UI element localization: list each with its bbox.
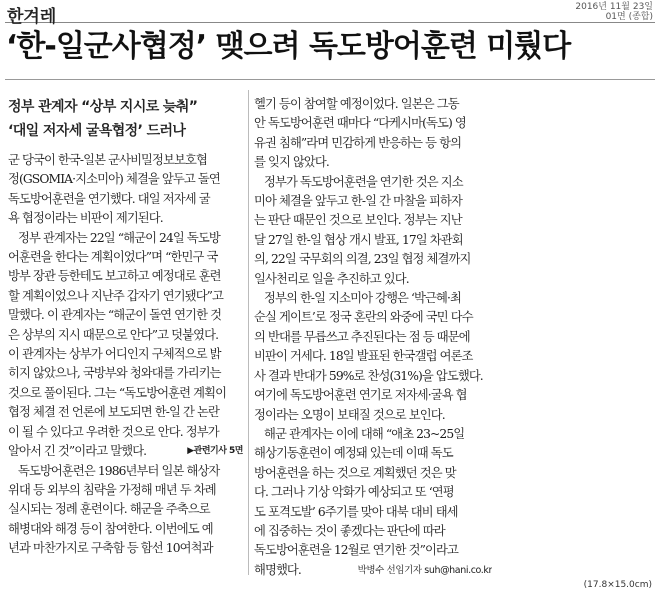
article-line-text: 이 될 수 있다고 우려한 것으로 안다. 정부가 <box>8 424 219 439</box>
article-line-text: 해병대와 해경 등이 참여한다. 이번에도 예 <box>8 521 213 536</box>
article-line <box>254 406 492 425</box>
article-line-text: 위대 등 외부의 침략을 가정해 매년 두 차례 <box>8 482 216 497</box>
article-column-1 <box>8 151 243 559</box>
article-line <box>8 209 243 228</box>
article-column-2 <box>254 95 492 580</box>
article-line <box>254 347 492 366</box>
article-line <box>254 464 492 483</box>
article-line <box>254 289 492 308</box>
related-article-ref: ▶관련기사 5면 <box>187 446 243 457</box>
article-line-text: 독도방어훈련을 연기했다. 대일 저자세 굴 <box>8 191 210 206</box>
headline-rule <box>5 79 655 80</box>
article-line-text: 사 결과 반대가 59%로 찬성(31%)을 압도했다. <box>254 368 483 383</box>
article-line <box>254 153 492 172</box>
article-line-text: 미아 체결을 앞두고 한-일 간 마찰을 피하자 <box>254 194 462 209</box>
article-line <box>8 403 243 422</box>
reporter-byline: 박병수 선임기자 suh@hani.co.kr <box>357 564 492 576</box>
article-line <box>8 345 243 364</box>
article-line-text: 정이라는 오명이 보태질 것으로 보인다. <box>254 407 445 422</box>
article-line <box>254 211 492 230</box>
article-line-text: 정(GSOMIA·지소미아) 체결을 앞두고 돌연 <box>8 172 220 187</box>
article-line-text: 정부 관계자는 22일 “해군이 24일 독도방 <box>18 230 220 245</box>
article-line <box>8 423 243 442</box>
article-line-text: 비판이 거세다. 18일 발표된 한국갤럽 여론조 <box>254 349 473 364</box>
headline: ‘한-일군사협정’ 맺으려 독도방어훈련 미뤘다 <box>6 29 571 64</box>
column-divider <box>248 90 249 575</box>
article-line <box>8 267 243 286</box>
article-line <box>8 539 243 558</box>
article-line-text: 다. 그러나 기상 악화가 예상되고 또 ‘연평 <box>254 485 454 500</box>
article-line <box>254 173 492 192</box>
article-line <box>8 190 243 209</box>
article-line-text: 할 계획이었으나 지난주 갑자기 연기됐다”고 <box>8 288 224 303</box>
article-line-text: 년과 마찬가지로 구축함 등 함선 10여척과 <box>8 541 213 556</box>
subheadline-line: ‘대일 저자세 굴욕협정’ 드러나 <box>8 123 186 139</box>
article-line <box>254 328 492 347</box>
article-line <box>254 522 492 541</box>
article-line <box>254 270 492 289</box>
article-line-text: 헬기 등이 참여할 예정이었다. 일본은 그동 <box>254 97 459 111</box>
article-line <box>8 500 243 519</box>
article-line <box>254 541 492 560</box>
article-line-text: 에 집중하는 것이 좋겠다는 판단에 따라 <box>254 523 445 538</box>
article-line-text: 은 상부의 지시 때문으로 안다”고 덧붙였다. <box>8 327 219 342</box>
article-line <box>254 367 492 386</box>
article-line <box>254 386 492 405</box>
article-line <box>254 134 492 153</box>
article-line <box>254 561 492 580</box>
article-line <box>8 462 243 481</box>
masthead <box>5 2 655 27</box>
article-line <box>8 481 243 500</box>
article-line-text: 여기에 독도방어훈련 연기로 저자세·굴욕 협 <box>254 388 467 403</box>
subheadline-line: 정부 관계자 “상부 지시로 늦춰” <box>8 99 198 115</box>
article-line-text: 알아서 긴 것”이라고 말했다. <box>8 444 147 459</box>
article-line <box>254 95 492 114</box>
article-line <box>8 170 243 189</box>
page-section: 01면 (종합) <box>605 12 653 22</box>
article-line <box>254 231 492 250</box>
article-line-text: 해명했다. <box>254 562 301 577</box>
article-line <box>8 364 243 383</box>
article-line <box>8 151 243 170</box>
article-line <box>254 483 492 502</box>
publication-info <box>575 2 653 22</box>
article-line-text: 협정 체결 전 언론에 보도되면 한-일 간 논란 <box>8 405 219 420</box>
article-line <box>8 306 243 325</box>
article-line <box>8 384 243 403</box>
article-line <box>254 308 492 327</box>
article-line-text: 정부의 한-일 지소미아 강행은 ‘박근혜·최 <box>264 291 461 306</box>
article-line-text: 달 27일 한-일 협상 개시 발표, 17일 차관회 <box>254 232 463 247</box>
article-line-text: 해상기동훈련이 예정돼 있는데 이때 독도 <box>254 446 453 461</box>
article-line-text: 일사천리로 일을 추진하고 있다. <box>254 271 409 286</box>
article-line-text: 순실 게이트’로 정국 혼란의 와중에 국민 다수 <box>254 310 473 325</box>
article-line-text: 군 당국이 한국-일본 군사비밀정보보호협 <box>8 153 207 167</box>
article-line-text: 욕 협정이라는 비판이 제기된다. <box>8 211 163 226</box>
article-line <box>8 229 243 248</box>
publication-date: 2016년 11월 23일 <box>575 2 653 12</box>
article-line-text: 방어훈련을 하는 것으로 계획했던 것은 맞 <box>254 465 456 480</box>
article-line <box>254 114 492 133</box>
article-line <box>8 248 243 267</box>
newspaper-logo: 한겨레 <box>7 7 57 27</box>
article-line-text: 정부가 독도방어훈련을 연기한 것은 지소 <box>264 174 463 189</box>
article-line <box>8 326 243 345</box>
article-line-text: 말했다. 이 관계자는 “해군이 돌연 연기한 것 <box>8 308 222 323</box>
article-line-text: 안 독도방어훈련 때마다 “다케시마(독도) 영 <box>254 116 466 131</box>
article-line-text: 실시되는 정례 훈련이다. 해군을 주축으로 <box>8 502 210 517</box>
article-line-text: 것으로 풀이된다. 그는 “독도방어훈련 계획이 <box>8 385 227 400</box>
article-line <box>254 425 492 444</box>
subheadline <box>8 95 248 143</box>
article-line-text: 도 포격도발’ 6주기를 맞아 대북 대비 태세 <box>254 504 458 519</box>
article-line-text: 를 잊지 않았다. <box>254 155 329 170</box>
article-line-text: 의, 22일 국무회의 의결, 23일 협정 체결까지 <box>254 252 471 267</box>
article-line-text: 독도방어훈련을 12월로 연기한 것”이라고 <box>254 543 458 558</box>
article-line-text: 유권 침해”라며 민감하게 반응하는 등 항의 <box>254 135 462 150</box>
article-line-text: 의 반대를 무릅쓰고 추진된다는 점 등 때문에 <box>254 329 470 344</box>
article-line-text: 방부 장관 등한테도 보고하고 예정대로 훈련 <box>8 269 221 284</box>
article-line-text: 는 판단 때문인 것으로 보인다. 정부는 지난 <box>254 213 462 228</box>
article-line-text: 히지 않았으나, 국방부와 청와대를 가리키는 <box>8 366 221 381</box>
article-line <box>8 520 243 539</box>
article-line-text: 이 관계자는 상부가 어디인지 구체적으로 밝 <box>8 347 221 362</box>
article-size-note: (17.8×15.0cm) <box>583 580 652 590</box>
article-line <box>254 444 492 463</box>
article-line-text: 독도방어훈련은 1986년부터 일본 해상자 <box>18 463 220 478</box>
article-line <box>254 192 492 211</box>
article-line <box>8 287 243 306</box>
article-line <box>8 442 243 461</box>
article-line-text: 어훈련을 한다는 계획이었다”며 “한민구 국 <box>8 250 218 265</box>
article-line <box>254 250 492 269</box>
article-line <box>254 503 492 522</box>
article-line-text: 해군 관계자는 이에 대해 “애초 23~25일 <box>264 426 465 441</box>
